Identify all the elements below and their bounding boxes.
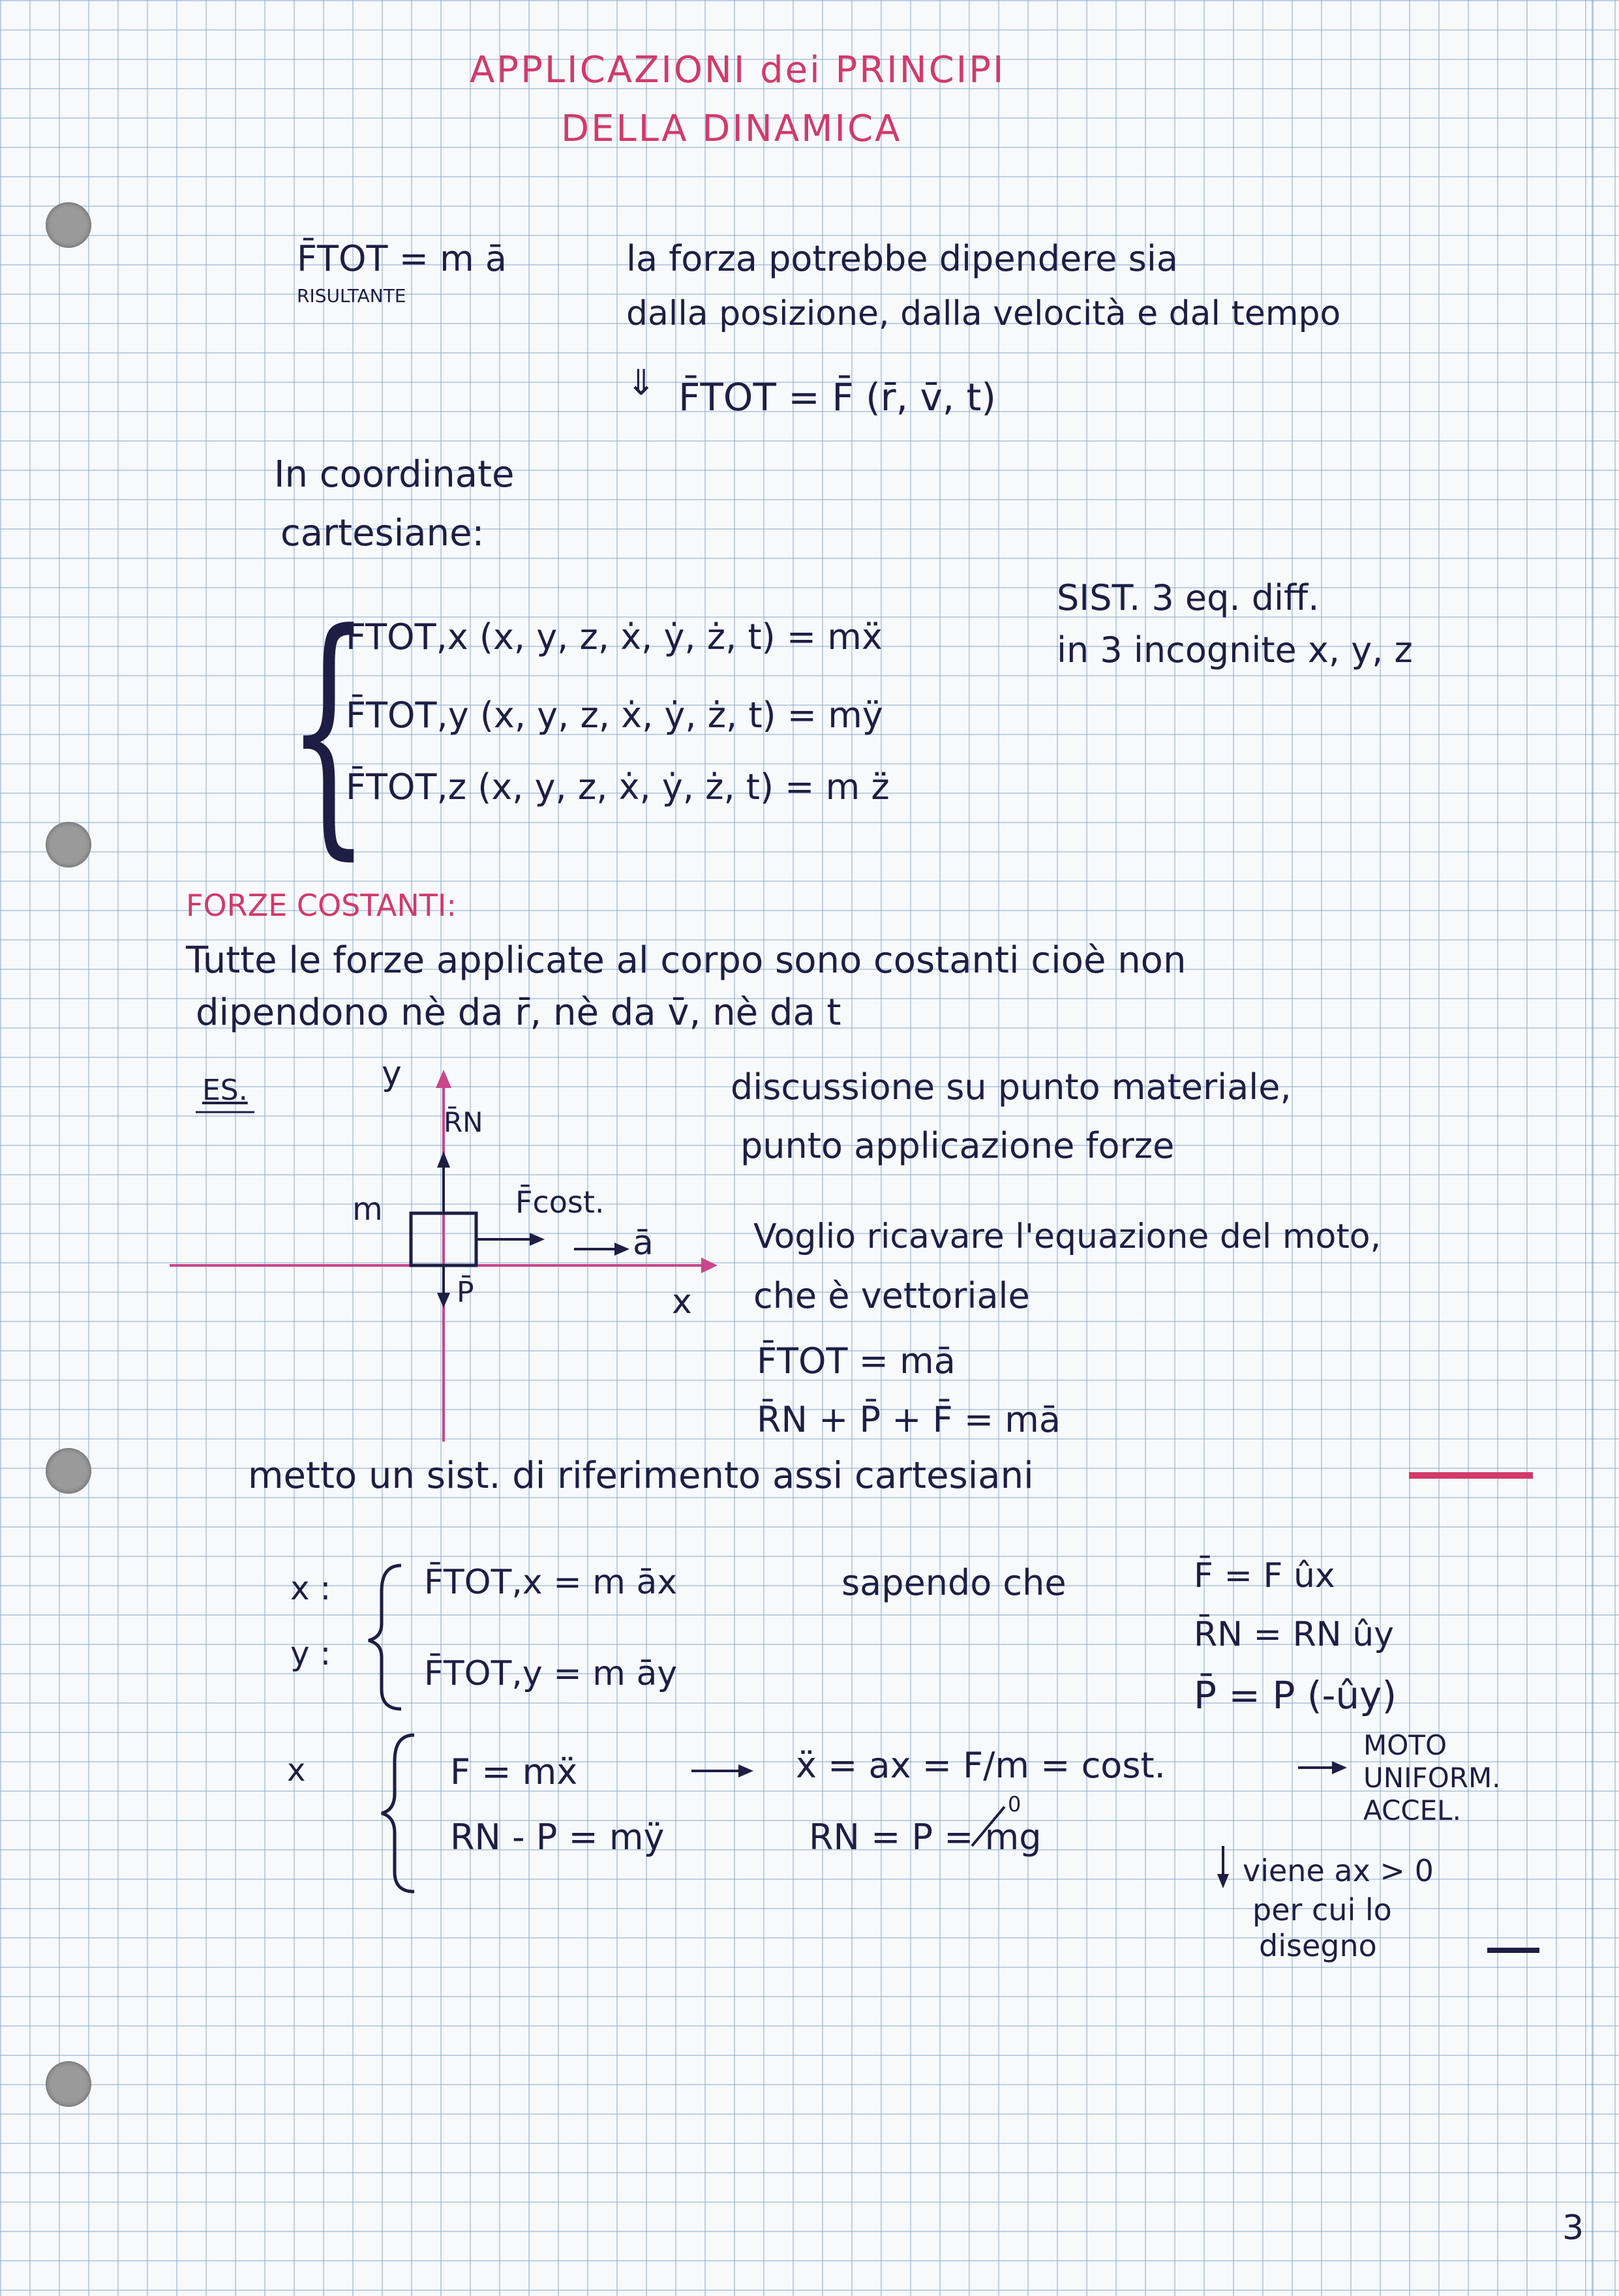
eq-ftot: F̄TOT = mā [757,1340,956,1382]
eq-sum: R̄N + P̄ + F̄ = mā [757,1399,1061,1440]
coords-line1: In coordinate [274,453,515,496]
desc-line1: discussione su punto materiale, [731,1066,1292,1108]
costanti-text-line1: Tutte le forze applicate al corpo sono costanti cioè non [186,939,1187,982]
moto-line1: MOTO [1363,1729,1447,1761]
coords-line2: cartesiane: [280,512,485,554]
system-eq-x: FTOT,x (x, y, z, ẋ, ẏ, ż, t) = mẍ [346,616,883,657]
es-label: ES. [202,1074,248,1107]
force-note-line2: dalla posizione, dalla velocità e dal tempo [626,294,1341,333]
motion-eq-b1: RN - P = mÿ [450,1817,665,1858]
ftot-equation: F̄TOT = m ā [297,238,507,279]
desc-line3: Voglio ricavare l'equazione del moto, [753,1217,1382,1256]
motion-eq-a2: ẍ = ax = F/m = cost. [796,1745,1166,1786]
force-note-line1: la forza potrebbe dipendere sia [626,238,1178,279]
page-number: 3 [1562,2209,1584,2248]
risultante-label: RISULTANTE [297,285,406,307]
y-axis-arrowhead [436,1070,451,1088]
diagram-fcost-label: F̄cost. [515,1185,605,1220]
vector-f: F̄ = F ûx [1194,1556,1335,1595]
page-title-line2: DELLA DINAMICA [561,108,902,150]
brace-motion [382,1735,414,1892]
component-x-eq: F̄TOT,x = m āx [424,1563,678,1602]
sapendo-che: sapendo che [841,1562,1067,1603]
desc-line4: che è vettoriale [753,1275,1030,1316]
y-colon-label: y : [290,1635,331,1672]
sist-note-line2: in 3 incognite x, y, z [1057,629,1413,671]
system-brace: { [287,579,371,882]
x-axis-motion-label: x [287,1752,306,1789]
brace-xy [369,1565,401,1709]
diagram-x-label: x [672,1282,692,1322]
vector-rn: R̄N = RN ûy [1194,1615,1394,1654]
motion-eq-b2: RN = P = mg [809,1817,1042,1858]
motion-eq-a1: F = mẍ [450,1751,578,1792]
x-colon-label: x : [290,1569,331,1607]
diagram-y-label: y [382,1054,402,1093]
diagram-m-label: m [352,1191,383,1228]
costanti-text-line2: dipendono nè da r̄, nè da v̄, nè da t [196,991,841,1034]
component-y-eq: F̄TOT,y = m āy [424,1654,678,1693]
system-eq-y: F̄TOT,y (x, y, z, ẋ, ẏ, ż, t) = mÿ [346,695,883,736]
system-eq-z: F̄TOT,z (x, y, z, ẋ, ẏ, ż, t) = m z̈ [346,766,890,808]
moto-line3: ACCEL. [1363,1794,1461,1826]
sist-note-line1: SIST. 3 eq. diff. [1057,577,1320,618]
motion-eq-b-zero: 0 [1008,1792,1021,1817]
ftot-function: F̄TOT = F̄ (r̄, v̄, t) [678,375,997,419]
viene-line2: per cui lo [1252,1892,1392,1927]
viene-line3: disegno [1259,1928,1377,1963]
vector-p: P̄ = P (-ûy) [1194,1673,1397,1717]
diagram-p-label: P̄ [457,1276,474,1309]
x-axis-arrowhead [701,1258,718,1273]
viene-line1: viene ax > 0 [1243,1853,1434,1888]
metto-text: metto un sist. di riferimento assi cartesiani [248,1455,1034,1497]
desc-line2: punto applicazione forze [740,1125,1175,1166]
down-arrow-icon: ⇓ [626,362,656,403]
moto-line2: UNIFORM. [1363,1762,1501,1794]
diagram-rn-label: R̄N [444,1106,483,1138]
diagram-a-label: ā [633,1224,654,1263]
page-title-line1: APPLICAZIONI dei PRINCIPI [470,49,1006,91]
forze-costanti-heading: FORZE COSTANTI: [186,888,457,923]
